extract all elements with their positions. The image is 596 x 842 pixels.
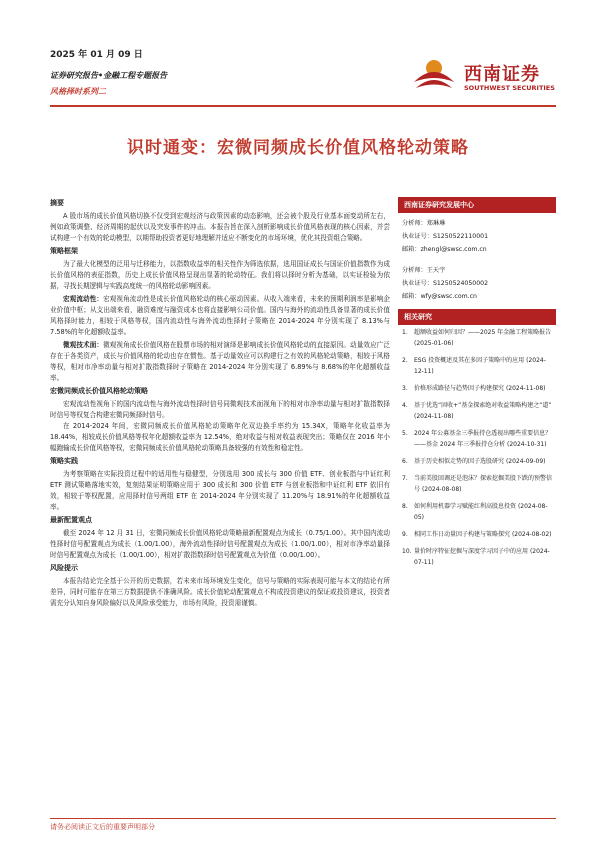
- related-item-title: 当前美股回调还是泡沫？探索挖掘美股下跌的预警信号: [414, 475, 553, 493]
- related-item-date: (2024-10-31): [507, 441, 547, 448]
- header-divider: [50, 105, 556, 107]
- analyst-cert-label: 执业证号：: [402, 280, 433, 287]
- micro-paragraph: [50, 340, 390, 384]
- micro-label: 微观技术面：: [63, 341, 104, 349]
- latest-view-heading: 最新配置观点: [50, 516, 92, 524]
- footer-disclaimer: 请务必阅读正文后的重要声明部分: [50, 823, 155, 831]
- related-item-date: (2024-08-08): [421, 486, 462, 493]
- composite-paragraph-1: 宏观流动性视角下的国内流动性与海外流动性择时信号同微观技术面视角下的相对市净率动量与相对扩散指数择时信号等权复合构建宏微同频择时信号。: [50, 400, 390, 419]
- analyst-cert-label: 执业证号：: [402, 233, 433, 240]
- related-item[interactable]: [402, 529, 552, 540]
- related-item-title: 基于历史相似走势的因子选股研究: [414, 458, 505, 465]
- macro-label: 宏观流动性：: [63, 295, 104, 303]
- related-item-date: (2024-12-11): [414, 357, 546, 375]
- framework-paragraph: 为了最大化模型的泛用与迁移能力，以指数收益率的相关性作为筛选依据，选用国证成长与国证价值指数作为成长价值风格的表征指数，历史上成长价值风格呈现出显著的轮动特征。我们将以择时分析为基础，以实证检验为依据，寻找长期逻辑与实践高度统一的风格轮动影响因素。: [50, 260, 390, 290]
- report-series: 风格择时系列二: [50, 87, 106, 96]
- composite-paragraph-2: 在 2014-2024 年间，宏微同频成长价值风格轮动策略年化双边换手率约为 15.34X，策略年化收益率为 18.44%，相较成长价值风格等权年化超额收益率为 12.54%，绝对收益与相对收益表现突出；策略仅在 2016 年小幅跑输成长价值风格等权，宏微同频成长价值风格轮动策略具备较强的有效性和稳定性。: [50, 422, 390, 452]
- analyst-cert: S1250524050002: [432, 280, 489, 287]
- related-item[interactable]: [402, 473, 552, 495]
- related-item-title: 如何利用机器学习赋能红利高股息投资: [414, 503, 517, 510]
- analyst-email[interactable]: wfy@swsc.com.cn: [420, 293, 477, 300]
- related-item-title: 量价时序特征挖掘与深度学习因子中的应用: [414, 548, 529, 555]
- related-item-title: ESG 投资概述及其在多因子策略中的应用: [414, 357, 525, 364]
- related-item-text: [414, 400, 552, 422]
- related-item-date: (2024-11-08): [414, 413, 454, 420]
- related-item-text: [414, 456, 546, 467]
- related-item-number: 4.: [402, 402, 408, 409]
- logo-text-en: SOUTHWEST SECURITIES: [464, 84, 555, 92]
- practice-heading: 策略实践: [50, 457, 78, 465]
- abstract-paragraph: A 股市场的成长价值风格切换不仅受到宏观经济与政策因素的动态影响，还会被个股及行业基本面变动所左右，例如政策调整、经济周期的起伏以及突发事件的冲击。本报告旨在深入剖析影响成长价值风格表现的核心因素，并尝试构建一个有效的轮动模型，以期帮助投资者更好地理解并适应不断变化的市场环境，优化其投资组合策略。: [50, 212, 390, 242]
- related-item-date: (2024-09-09): [505, 458, 546, 465]
- composite-heading: 宏微同频成长价值风格轮动策略: [50, 387, 148, 395]
- related-item-number: 2.: [402, 357, 408, 364]
- report-date: 2025 年 01 月 09 日: [50, 50, 143, 60]
- logo-text-cn: 西南证券: [464, 64, 540, 85]
- related-item[interactable]: [402, 383, 552, 394]
- related-item[interactable]: [402, 456, 552, 467]
- risk-paragraph: 本报告结论完全基于公开的历史数据，若未来市场环境发生变化，信号与策略的实际表现可能与本文的结论有所差异，同时可能存在第三方数据提供不准确风险。成长价值轮动配置观点不构成投资建议的保证或投资建议，投资者需充分认知自身风险偏好以及风险承受能力，市场有风险，投资需谨慎。: [50, 577, 390, 607]
- framework-heading: 策略框架: [50, 247, 78, 255]
- related-item-text: [414, 428, 552, 450]
- latest-view-paragraph: 截至 2024 年 12 月 31 日，宏微同频成长价值风格轮动策略最新配置观点为成长（0.75/1.00）。其中国内流动性择时信号配置观点为成长（1.00/1.00），海外流动性择时信号配置观点为成长（1.00/1.00），相对市净率动量择时信号配置观点为成长（1.00/1.00），相对扩散指数择时信号配置观点为价值（0.00/1.00）。: [50, 529, 390, 559]
- related-item[interactable]: [402, 546, 552, 568]
- related-item-text: [414, 355, 552, 377]
- analyst-name-label: 分析师：: [402, 220, 427, 227]
- related-research-list: [398, 325, 556, 568]
- related-item-title: 相同工作日动量因子构建与策略探究: [414, 531, 511, 538]
- related-item[interactable]: [402, 501, 552, 523]
- related-item-number: 7.: [402, 475, 408, 482]
- abstract-heading: 摘要: [50, 199, 64, 207]
- related-item-text: [414, 383, 546, 394]
- related-item[interactable]: [402, 400, 552, 422]
- related-item-text: [414, 501, 552, 523]
- page-title: 识时通变：宏微同频成长价值风格轮动策略: [127, 138, 469, 158]
- logo-mark-icon: [410, 54, 458, 98]
- micro-text: 微观视角成长价值风格在股票市场的相对演绎是影响成长价值风格轮动的直接原因。动量效应广泛存在于各类资产，成长与价值风格的轮动也存在惯性。基于动量效应可以构建行之有效的风格轮动策略，相较于风格等权，相对市净率动量与相对扩散指数择时子策略在 2014-2024 年分别实现了 6.89%与 8.68%的年化超额收益率。: [50, 341, 391, 382]
- related-item-date: (2024-08-05): [414, 503, 548, 521]
- related-item-title: 2024 年公募基金三季报持仓透视出哪些重要信息？——基金 2024 年三季报持仓分析: [414, 430, 552, 448]
- analyst-name: 王天宇: [426, 267, 446, 274]
- analyst-email-label: 邮箱：: [402, 246, 421, 253]
- sidebar: [398, 197, 556, 574]
- related-item-text: [414, 529, 552, 540]
- related-item-title: 价格形成路径与趋势因子构建探究: [414, 385, 505, 392]
- related-item[interactable]: [402, 428, 552, 450]
- footer-divider: [50, 818, 556, 819]
- macro-text: 宏观视角流动性是成长价值风格轮动的核心驱动因素。从收入端来看，未来的预期利润率是影响企业价值中枢；从支出端来看，融资难度与融资成本也将直接影响公司价值。国内与海外的流动性具备显著的成长价值风格择时能力，相较于风格等权，国内流动性与海外流动性择时子策略在 2014-2024 年分别实现了 8.13%与 7.58%的年化超额收益率。: [50, 295, 391, 336]
- practice-paragraph: 为考察策略在实际投资过程中的适用性与稳健型，分别选用 300 成长与 300 价值 ETF、创业板指与中证红利 ETF 测试策略落地实效，复刻结果证明策略应用于 300 成长和 300 价值 ETF 与创业板指和中证红利 ETF 依旧有效，相较于等权配置，应用择时信号两组 ETF 在 2014-2024 年分别实现了 11.20%与 18.91%的年化超额收益率。: [50, 470, 390, 511]
- related-item[interactable]: [402, 355, 552, 377]
- related-item-number: 5.: [402, 430, 408, 437]
- related-item-text: [414, 327, 552, 349]
- analyst-email[interactable]: zhengl@swsc.com.cn: [420, 246, 487, 253]
- related-item-date: (2024-11-08): [505, 385, 546, 392]
- analyst-block-2: [398, 256, 556, 303]
- analyst-block-1: [398, 213, 556, 256]
- main-content: [50, 196, 390, 609]
- related-item-number: 9.: [402, 531, 408, 538]
- related-item-number: 10.: [402, 548, 412, 555]
- research-center-heading: 西南证券研究发展中心: [398, 197, 556, 213]
- related-research-heading: 相关研究: [398, 309, 556, 325]
- related-item-date: (2025-01-06): [414, 340, 454, 347]
- related-item-number: 6.: [402, 458, 408, 465]
- report-type: 证券研究报告•金融工程专题报告: [50, 71, 168, 80]
- analyst-name-label: 分析师：: [402, 267, 427, 274]
- related-item-date: (2024-08-02): [511, 531, 552, 538]
- company-logo: [410, 52, 560, 102]
- related-item-number: 3.: [402, 385, 408, 392]
- related-item[interactable]: [402, 327, 552, 349]
- related-item-number: 1.: [402, 329, 408, 336]
- related-item-title: 基于优选“固收+”基金探索绝对收益策略构建之“道”: [414, 402, 552, 409]
- related-item-text: [414, 473, 552, 495]
- analyst-email-label: 邮箱：: [402, 293, 421, 300]
- related-item-date: (2024-07-11): [414, 548, 550, 566]
- related-item-title: 超额收益如何归因？——2025 年金融工程策略报告: [414, 329, 552, 336]
- analyst-name: 郑琳琳: [426, 220, 446, 227]
- risk-heading: 风险提示: [50, 564, 78, 572]
- related-item-text: [414, 546, 552, 568]
- macro-paragraph: [50, 294, 390, 338]
- related-item-number: 8.: [402, 503, 408, 510]
- analyst-cert: S1250522110001: [432, 233, 489, 240]
